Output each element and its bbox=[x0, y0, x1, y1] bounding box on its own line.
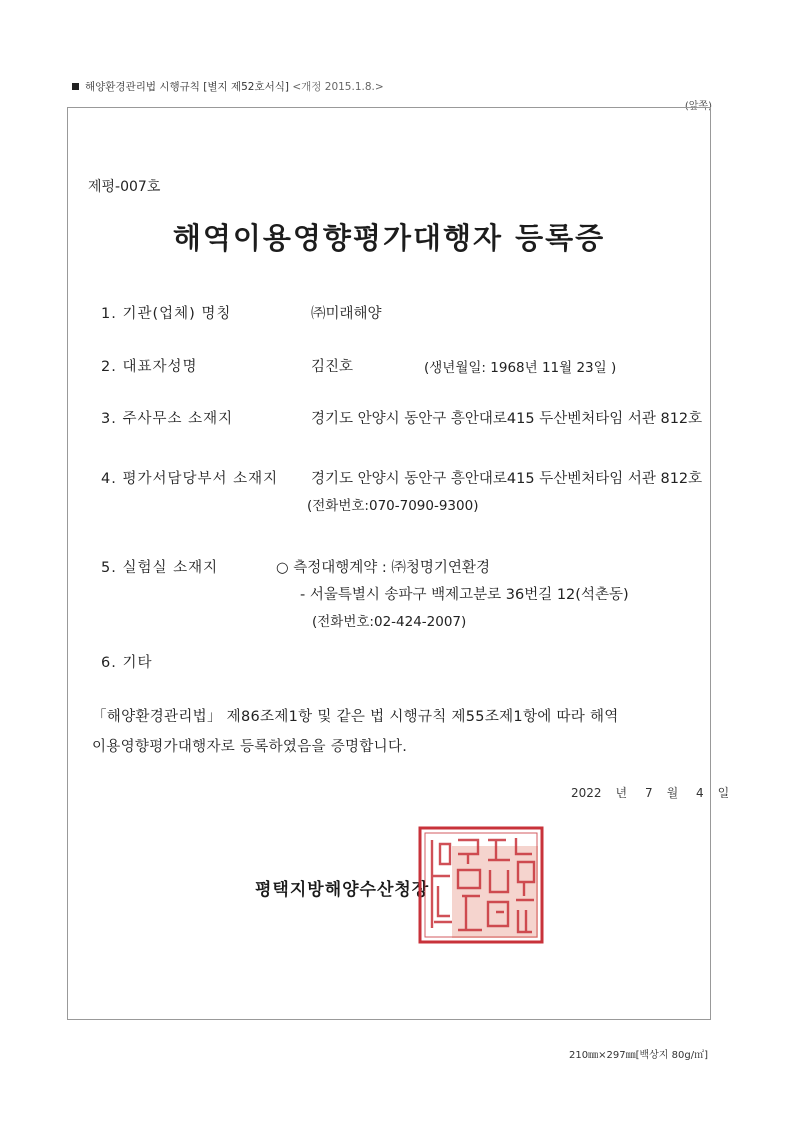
date-year: 2022 bbox=[571, 786, 602, 800]
paper-spec: 210㎜×297㎜[백상지 80g/㎡] bbox=[569, 1050, 708, 1061]
item-value-representative: 김진호 bbox=[311, 359, 354, 375]
statement-line-1: 「해양환경관리법」 제86조제1항 및 같은 법 시행규칙 제55조제1항에 따라 해역 bbox=[92, 709, 619, 725]
date-day-unit: 일 bbox=[717, 786, 730, 800]
item-label-other: 6. 기타 bbox=[101, 655, 153, 671]
page-side-label: (앞쪽) bbox=[684, 101, 712, 112]
item-value-laboratory: ○ 측정대행계약 : ㈜청명기연환경 bbox=[276, 560, 490, 576]
issue-date bbox=[571, 784, 743, 801]
item-value-assessment-dept: 경기도 안양시 동안구 흥안대로415 두산벤처타임 서관 812호 bbox=[311, 471, 703, 487]
issuing-authority: 평택지방해양수산청장 bbox=[255, 880, 430, 900]
laboratory-address: - 서울특별시 송파구 백제고분로 36번길 12(석촌동) bbox=[300, 587, 629, 603]
item-value-head-office: 경기도 안양시 동안구 흥안대로415 두산벤처타임 서관 812호 bbox=[311, 411, 703, 427]
item-label-assessment-dept: 4. 평가서담당부서 소재지 bbox=[101, 471, 279, 487]
date-month-unit: 월 bbox=[666, 786, 679, 800]
assessment-dept-phone: (전화번호:070-7090-9300) bbox=[307, 498, 479, 514]
official-seal-stamp bbox=[418, 826, 544, 944]
item-label-head-office: 3. 주사무소 소재지 bbox=[101, 411, 234, 427]
date-year-unit: 년 bbox=[615, 786, 628, 800]
revision-date: <개정 2015.1.8.> bbox=[292, 81, 384, 93]
statement-line-2: 이용영향평가대행자로 등록하였음을 증명합니다. bbox=[92, 739, 408, 755]
item-value-org-name: ㈜미래해양 bbox=[311, 306, 382, 322]
representative-birthdate: (생년월일: 1968년 11월 23일 ) bbox=[424, 360, 617, 376]
item-label-org-name: 1. 기관(업체) 명칭 bbox=[101, 306, 232, 322]
registration-number: 제평-007호 bbox=[88, 179, 161, 195]
certificate-title: 해역이용영향평가대행자 등록증 bbox=[172, 221, 606, 255]
form-reference: 해양환경관리법 시행규칙 [별지 제52호서식] bbox=[85, 81, 289, 93]
laboratory-phone: (전화번호:02-424-2007) bbox=[312, 614, 467, 630]
form-reference-header bbox=[72, 79, 384, 94]
item-label-laboratory: 5. 실험실 소재지 bbox=[101, 560, 219, 576]
date-month: 7 bbox=[644, 786, 653, 800]
certification-statement bbox=[92, 702, 712, 762]
item-label-representative: 2. 대표자성명 bbox=[101, 359, 198, 375]
date-day: 4 bbox=[696, 786, 704, 800]
square-bullet-icon bbox=[72, 83, 79, 90]
